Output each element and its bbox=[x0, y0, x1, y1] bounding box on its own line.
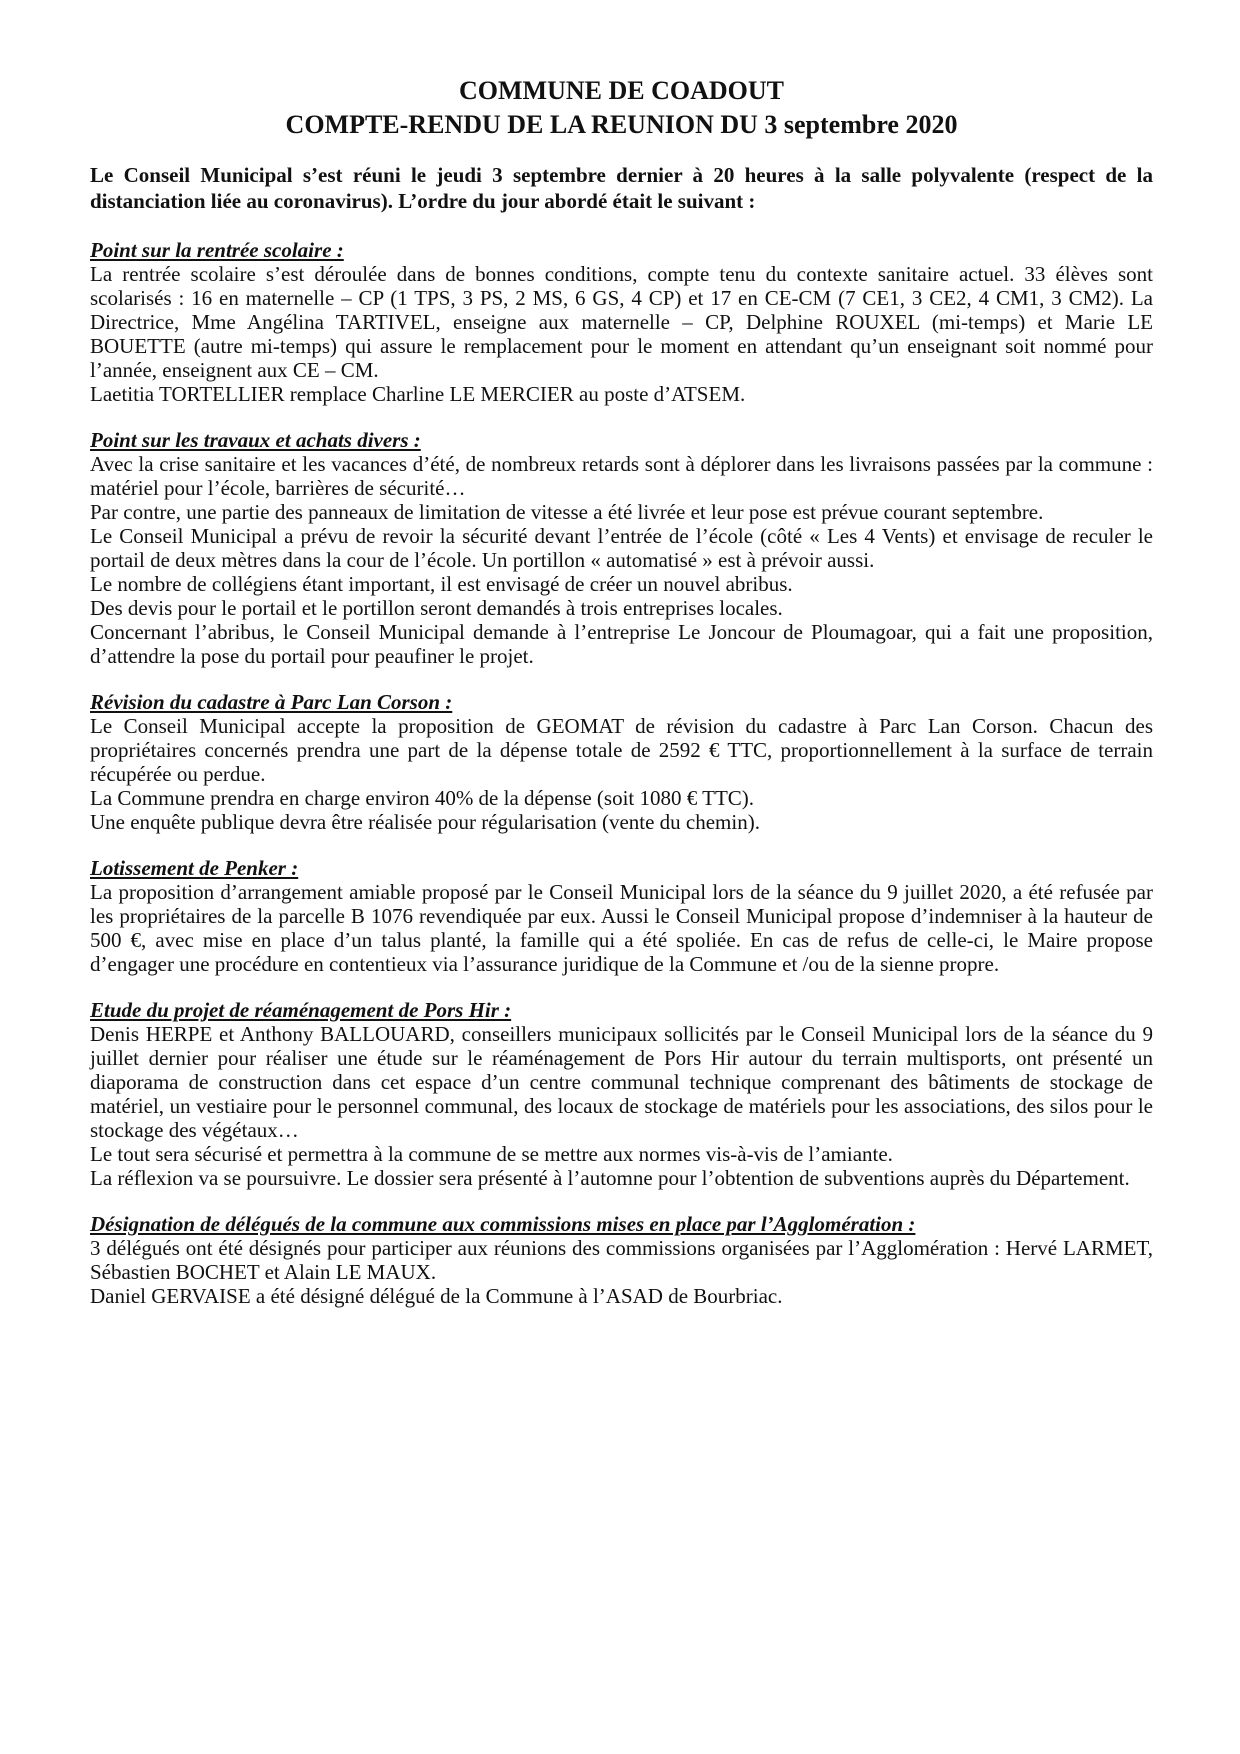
section-lotissement-penker bbox=[90, 856, 1153, 976]
section-heading: Etude du projet de réaménagement de Pors Hir : bbox=[90, 998, 512, 1022]
intro-paragraph: Le Conseil Municipal s’est réuni le jeudi 3 septembre dernier à 20 heures à la salle polyvalente (respect de la distanciation liée au coronavirus). L’ordre du jour abordé était le suivant : bbox=[90, 163, 1153, 213]
section-paragraph: Laetitia TORTELLIER remplace Charline LE MERCIER au poste d’ATSEM. bbox=[90, 382, 746, 406]
section-rentree-scolaire bbox=[90, 238, 1153, 406]
section-paragraph: Le Conseil Municipal a prévu de revoir la sécurité devant l’entrée de l’école (côté « Les 4 Vents) et envisage de reculer le portail de deux mètres dans la cour de l’école. Un portillon « automatisé » est à prévoir aussi. bbox=[90, 524, 1153, 572]
section-paragraph: La rentrée scolaire s’est déroulée dans de bonnes conditions, compte tenu du contexte sanitaire actuel. 33 élèves sont scolarisés : 16 en maternelle – CP (1 TPS, 3 PS, 2 MS, 6 GS, 4 CP) et 17 en CE-CM (7 CE1, 3 CE2, 4 CM1, 3 CM2). La Directrice, Mme Angélina TARTIVEL, enseigne aux maternelle – CP, Delphine ROUXEL (mi-temps) et Marie LE BOUETTE (autre mi-temps) qui assure le remplacement pour le moment en attendant qu’un enseignant soit nommé pour l’année, enseignent aux CE – CM. bbox=[90, 262, 1153, 382]
section-heading: Lotissement de Penker : bbox=[90, 856, 299, 880]
section-paragraph: Par contre, une partie des panneaux de limitation de vitesse a été livrée et leur pose est prévue courant septembre. bbox=[90, 500, 1044, 524]
title-line-2: COMPTE-RENDU DE LA REUNION DU 3 septembre 2020 bbox=[285, 110, 958, 139]
section-paragraph: Concernant l’abribus, le Conseil Municipal demande à l’entreprise Le Joncour de Ploumagoar, qui a fait une proposition, d’attendre la pose du portail pour peaufiner le projet. bbox=[90, 620, 1153, 668]
section-paragraph: Denis HERPE et Anthony BALLOUARD, conseillers municipaux sollicités par le Conseil Municipal lors de la séance du 9 juillet dernier pour réaliser une étude sur le réaménagement de Pors Hir autour du terrain multisports, ont présenté un diaporama de construction dans cet espace d’un centre communal technique comprenant des bâtiments de stockage de matériel, un vestiaire pour le personnel communal, des locaux de stockage de matériels pour les associations, des silos pour le stockage des végétaux… bbox=[90, 1022, 1153, 1142]
section-heading: Point sur la rentrée scolaire : bbox=[90, 238, 344, 262]
section-paragraph: La proposition d’arrangement amiable proposé par le Conseil Municipal lors de la séance du 9 juillet 2020, a été refusée par les propriétaires de la parcelle B 1076 revendiquée par eux. Aussi le Conseil Municipal propose d’indemniser à la hauteur de 500 €, avec mise en place d’un talus planté, la famille qui a été spoliée. En cas de refus de celle-ci, le Maire propose d’engager une procédure en contentieux via l’assurance juridique de la Commune et /ou de la sienne propre. bbox=[90, 880, 1153, 976]
section-paragraph: Avec la crise sanitaire et les vacances d’été, de nombreux retards sont à déplorer dans les livraisons passées par la commune : matériel pour l’école, barrières de sécurité… bbox=[90, 452, 1153, 500]
section-heading: Désignation de délégués de la commune aux commissions mises en place par l’Agglomération : bbox=[90, 1212, 916, 1236]
section-paragraph: Le Conseil Municipal accepte la proposition de GEOMAT de révision du cadastre à Parc Lan Corson. Chacun des propriétaires concernés prendra une part de la dépense totale de 2592 € TTC, proportionnellement à la surface de terrain récupérée ou perdue. bbox=[90, 714, 1153, 786]
section-heading: Point sur les travaux et achats divers : bbox=[90, 428, 421, 452]
section-heading: Révision du cadastre à Parc Lan Corson : bbox=[90, 690, 453, 714]
section-paragraph: Des devis pour le portail et le portillon seront demandés à trois entreprises locales. bbox=[90, 596, 783, 620]
section-paragraph: La réflexion va se poursuivre. Le dossier sera présenté à l’automne pour l’obtention de subventions auprès du Département. bbox=[90, 1166, 1130, 1190]
document-title bbox=[90, 74, 1153, 142]
section-paragraph: La Commune prendra en charge environ 40% de la dépense (soit 1080 € TTC). bbox=[90, 786, 755, 810]
section-travaux-achats bbox=[90, 428, 1153, 668]
section-revision-cadastre bbox=[90, 690, 1153, 834]
section-pors-hir bbox=[90, 998, 1153, 1190]
section-paragraph: Le tout sera sécurisé et permettra à la commune de se mettre aux normes vis-à-vis de l’amiante. bbox=[90, 1142, 893, 1166]
section-paragraph: 3 délégués ont été désignés pour participer aux réunions des commissions organisées par l’Agglomération : Hervé LARMET, Sébastien BOCHET et Alain LE MAUX. bbox=[90, 1236, 1153, 1284]
section-paragraph: Le nombre de collégiens étant important, il est envisagé de créer un nouvel abribus. bbox=[90, 572, 793, 596]
section-delegues-agglomeration bbox=[90, 1212, 1153, 1308]
section-paragraph: Daniel GERVAISE a été désigné délégué de la Commune à l’ASAD de Bourbriac. bbox=[90, 1284, 783, 1308]
title-line-1: COMMUNE DE COADOUT bbox=[459, 76, 784, 105]
section-paragraph: Une enquête publique devra être réalisée pour régularisation (vente du chemin). bbox=[90, 810, 760, 834]
